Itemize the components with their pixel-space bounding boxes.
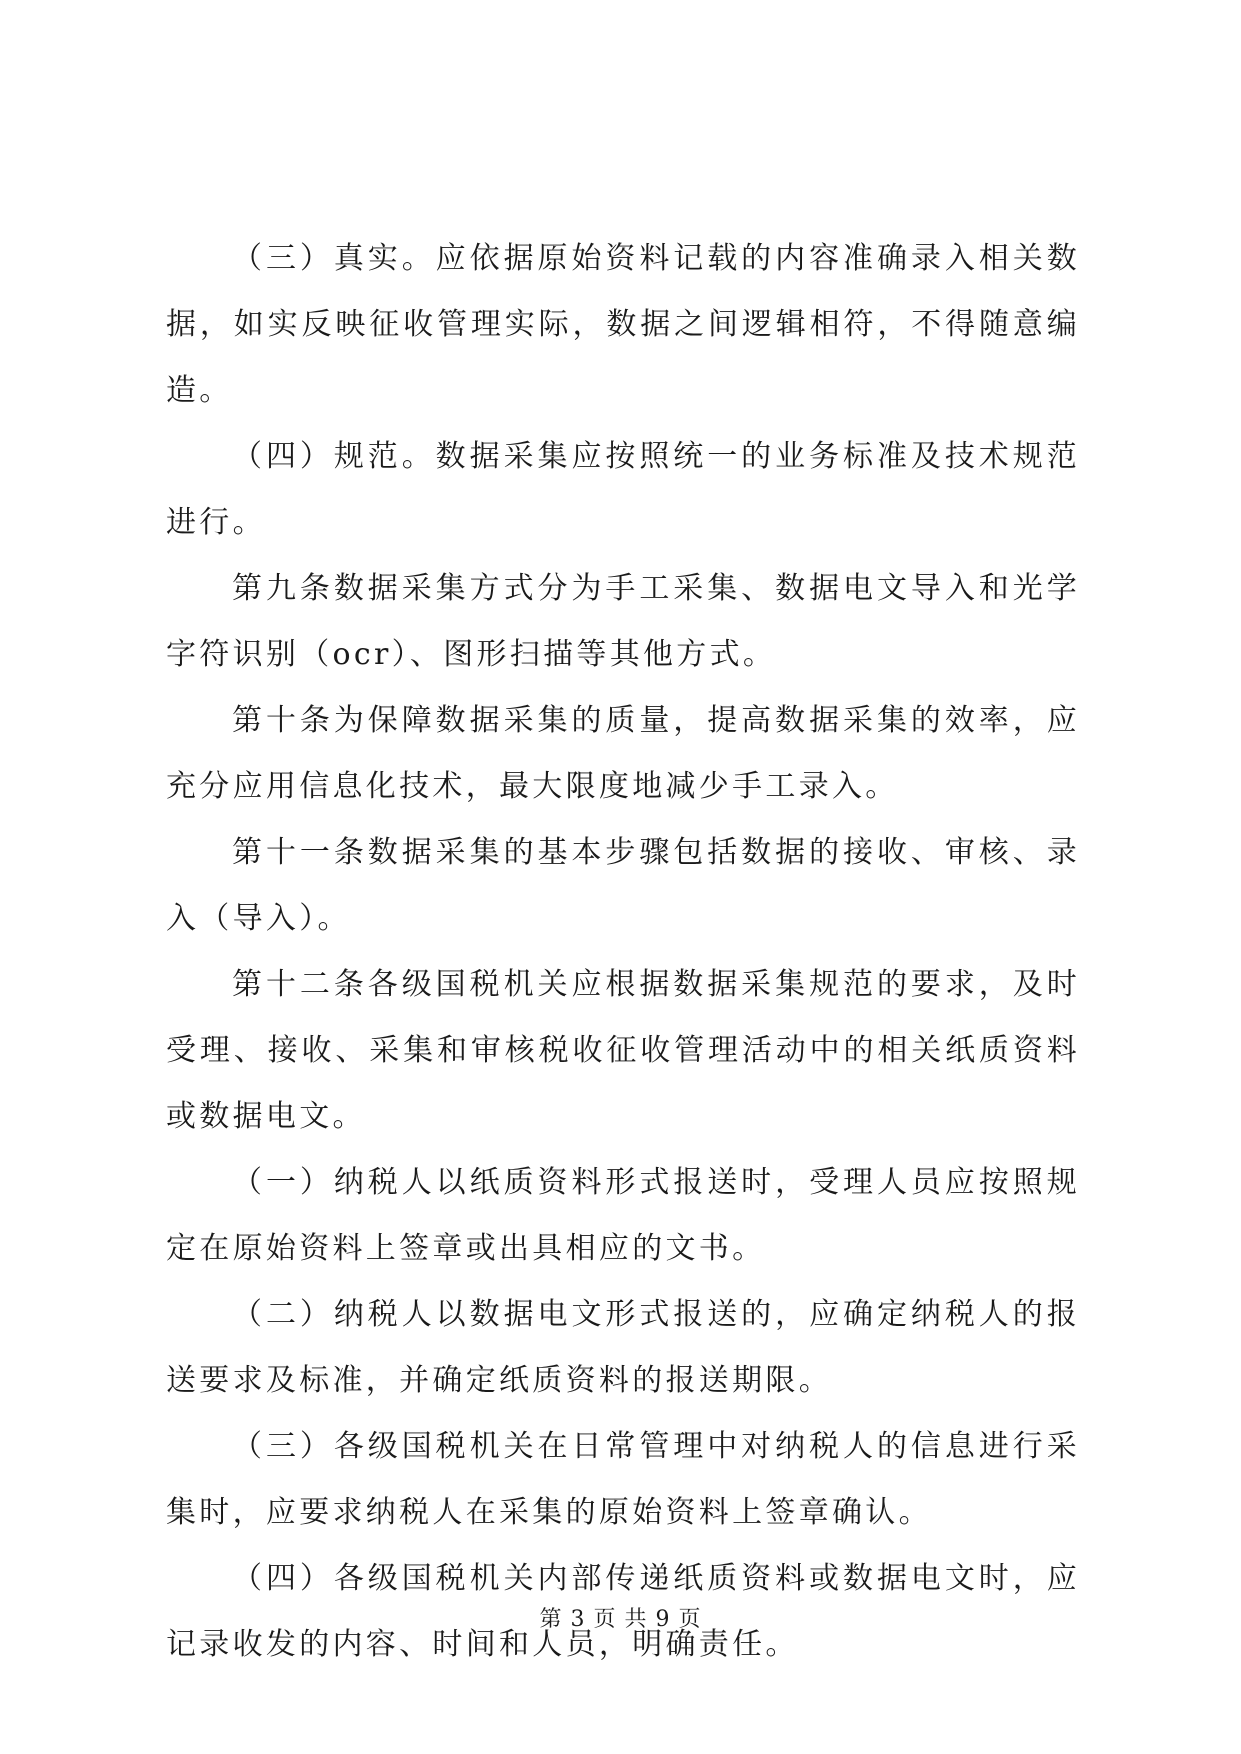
article-12-item-1: （一）纳税人以纸质资料形式报送时，受理人员应按照规定在原始资料上签章或出具相应的文书。 <box>166 1165 1080 1266</box>
article-9: 第九条数据采集方式分为手工采集、数据电文导入和光学字符识别（ocr）、图形扫描等其他方式。 <box>166 571 1080 672</box>
clause-3-authenticity: （三）真实。应依据原始资料记载的内容准确录入相关数据，如实反映征收管理实际，数据之间逻辑相符，不得随意编造。 <box>166 241 1080 408</box>
page-footer <box>0 1605 1241 1635</box>
document-body <box>166 226 1080 1678</box>
article-12-item-2: （二）纳税人以数据电文形式报送的，应确定纳税人的报送要求及标准，并确定纸质资料的报送期限。 <box>166 1297 1080 1398</box>
article-12-item-4: （四）各级国税机关内部传递纸质资料或数据电文时，应记录收发的内容、时间和人员，明确责任。 <box>166 1561 1080 1662</box>
article-12: 第十二条各级国税机关应根据数据采集规范的要求，及时受理、接收、采集和审核税收征收管理活动中的相关纸质资料或数据电文。 <box>166 967 1080 1134</box>
clause-4-standard: （四）规范。数据采集应按照统一的业务标准及技术规范进行。 <box>166 439 1080 540</box>
article-11: 第十一条数据采集的基本步骤包括数据的接收、审核、录入（导入）。 <box>166 835 1080 936</box>
page-number-label: 第 3 页 共 9 页 <box>539 1607 702 1632</box>
article-12-item-3: （三）各级国税机关在日常管理中对纳税人的信息进行采集时，应要求纳税人在采集的原始资料上签章确认。 <box>166 1429 1080 1530</box>
article-10: 第十条为保障数据采集的质量，提高数据采集的效率，应充分应用信息化技术，最大限度地减少手工录入。 <box>166 703 1080 804</box>
